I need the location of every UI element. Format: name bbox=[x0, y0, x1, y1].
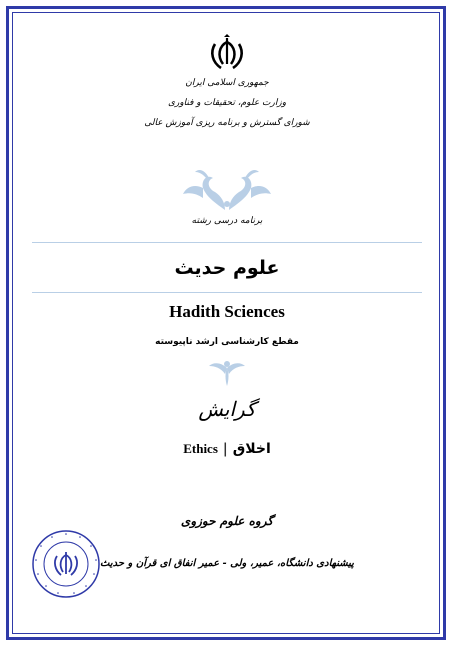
proposal-line: پیشنهادی دانشگاه، عمیر، ولی - عمیر انفاق ای قرآن و حدیث bbox=[100, 558, 354, 569]
floral-divider-icon bbox=[207, 354, 247, 388]
top-rule bbox=[32, 242, 422, 243]
group-name: گروه علوم حوزوی bbox=[180, 514, 274, 528]
title-fa: علوم حدیث bbox=[174, 257, 280, 279]
header-republic: جمهوری اسلامی ایران bbox=[185, 78, 269, 88]
bottom-rule bbox=[32, 292, 422, 293]
iran-emblem-icon bbox=[207, 34, 247, 74]
degree-level: مقطع کارشناسی ارشد ناپیوسته bbox=[155, 337, 299, 347]
floral-ornament-icon bbox=[177, 164, 277, 212]
specialization-fa: اخلاق bbox=[232, 441, 271, 457]
header-council: شورای گسترش و برنامه ریزی آموزش عالی bbox=[144, 118, 310, 128]
header-ministry: وزارت علوم، تحقیقات و فناوری bbox=[167, 98, 287, 108]
specialization-separator: | bbox=[222, 441, 228, 457]
orientation-label: گرایش bbox=[198, 397, 256, 421]
specialization-en: Ethics bbox=[183, 441, 218, 456]
specialization bbox=[0, 441, 454, 457]
official-seal-icon bbox=[30, 528, 102, 600]
program-label: برنامه درسی رشته bbox=[191, 216, 263, 226]
title-en: Hadith Sciences bbox=[169, 302, 285, 321]
